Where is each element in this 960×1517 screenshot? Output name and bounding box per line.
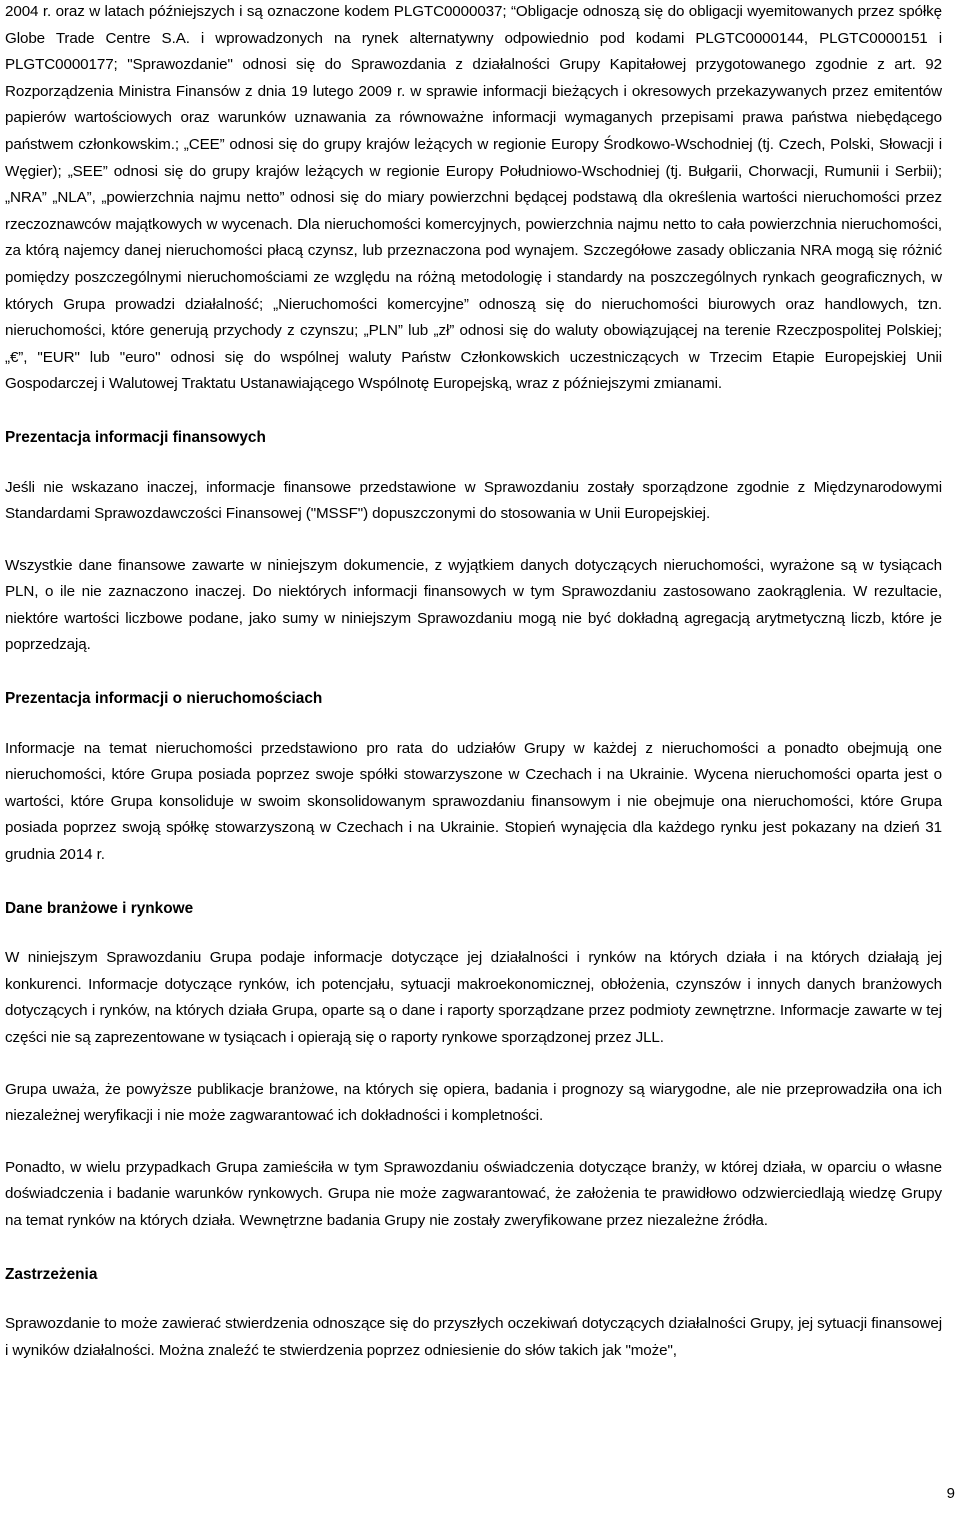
intro-paragraph: 2004 r. oraz w latach późniejszych i są oznaczone kodem PLGTC0000037; “Obligacje odnoszą się do obligacji wyemitowanych przez spółkę Globe Trade Centre S.A. i wprowadzonych na rynek alternatywny odpowiednio pod kodami PLGTC0000144, PLGTC0000151 i PLGTC0000177; "Sprawozdanie" odnosi się do Sprawozdania z działalności Grupy Kapitałowej przygotowanego zgodnie z art. 92 Rozporządzenia Ministra Finansów z dnia 19 lutego 2009 r. w sprawie informacji bieżących i okresowych przekazywanych przez emitentów papierów wartościowych oraz warunków uznawania za równoważne informacji wymaganych przepisami prawa państwa niebędącego państwem członkowskim.; „CEE” odnosi się do grupy krajów leżących w regionie Europy Środkowo-Wschodniej (tj. Czech, Polski, Słowacji i Węgier); „SEE” odnosi się do grupy krajów leżących w regionie Europy Południowo-Wschodniej (tj. Bułgarii, Chorwacji, Rumunii i Serbii); „NRA” „NLA”, „powierzchnia najmu netto” odnosi się do miary powierzchni będącej podstawą dla określenia wartości nieruchomości przez rzeczoznawców majątkowych w wycenach. Dla nieruchomości komercyjnych, powierzchnia najmu netto to cała powierzchnia nieruchomości, za którą najemcy danej nieruchomości płacą czynsz, lub przeznaczona pod wynajem. Szczegółowe zasady obliczania NRA mogą się różnić pomiędzy poszczególnymi nieruchomościami ze względu na różną metodologię i standardy na poszczególnych rynkach geograficznych, w których Grupa prowadzi działalność; „Nieruchomości komercyjne” odnoszą się do nieruchomości biurowych oraz handlowych, tzn. nieruchomości, które generują przychody z czynszu; „PLN” lub „zł” odnosi się do waluty obowiązującej na terenie Rzeczpospolitej Polskiej; „€”, "EUR" lub "euro" odnosi się do wspólnej waluty Państw Członkowskich uczestniczących w Trzecim Etapie Europejskiej Unii Gospodarczej i Walutowej Traktatu Ustanawiającego Wspólnotę Europejską, wraz z późniejszymi zmianami. <box>5 3 942 393</box>
financial-paragraph-2: Wszystkie dane finansowe zawarte w niniejszym dokumencie, z wyjątkiem danych dotyczących nieruchomości, wyrażone są w tysiącach PLN, o ile nie zaznaczono inaczej. Do niektórych informacji finansowych w tym Sprawozdaniu zastosowano zaokrąglenia. W rezultacie, niektóre wartości liczbowe podane, jako sumy w niniejszym Sprawozdaniu mogą nie być dokładną agregacją arytmetyczną liczb, które je poprzedzają. <box>5 556 942 654</box>
page-number: 9 <box>946 1485 955 1502</box>
financial-paragraph-1: Jeśli nie wskazano inaczej, informacje finansowe przedstawione w Sprawozdaniu zostały sporządzone zgodnie z Międzynarodowymi Standardami Sprawozdawczości Finansowej ("MSSF") dopuszczonymi do stosowania w Unii Europejskiej. <box>5 478 942 523</box>
market-paragraph-2: Grupa uważa, że powyższe publikacje branżowe, na których się opiera, badania i prognozy są wiarygodne, ale nie przeprowadziła ona ich niezależnej weryfikacji i nie może zagwarantować ich dokładności i kompletności. <box>5 1080 942 1125</box>
market-paragraph-1: W niniejszym Sprawozdaniu Grupa podaje informacje dotyczące jej działalności i rynków na których działa i na których działają jej konkurenci. Informacje dotyczące rynków, ich potencjału, sytuacji makroekonomicznej, obłożenia, czynszów i innych danych branżowych dotyczących i rynków, na których działa Grupa, oparte są o dane i raporty sporządzane przez podmioty zewnętrzne. Informacje zawarte w tej części nie są zaprezentowane w tysiącach i opierają się o raporty rynkowe sporządzonej przez JLL. <box>5 949 942 1046</box>
property-paragraph-1: Informacje na temat nieruchomości przedstawiono pro rata do udziałów Grupy w każdej z nieruchomości a ponadto obejmują one nieruchomości, które Grupa posiada poprzez swoje spółki stowarzyszone w Czechach i na Ukrainie. Wycena nieruchomości oparta jest o wartości, które Grupa konsoliduje w swoim skonsolidowanym sprawozdaniu finansowym i nie obejmuje ona nieruchomości, które Grupa posiada poprzez swoją spółkę stowarzyszoną w Czechach i na Ukrainie. Stopień wynajęcia dla każdego rynku jest pokazany na dzień 31 grudnia 2014 r. <box>5 739 942 864</box>
heading-financial-information: Prezentacja informacji finansowych <box>5 428 266 446</box>
document-page <box>5 0 942 1364</box>
heading-disclaimer: Zastrzeżenia <box>5 1265 98 1283</box>
market-paragraph-3: Ponadto, w wielu przypadkach Grupa zamieściła w tym Sprawozdaniu oświadczenia dotyczące branży, w której działa, w oparciu o własne doświadczenia i badanie warunków rynkowych. Grupa nie może zagwarantować, że założenia te prawidłowo odzwierciedlają wiedzę Grupy na temat rynków na których działa. Wewnętrzne badania Grupy nie zostały zweryfikowane przez niezależne źródła. <box>5 1158 942 1229</box>
disclaimer-paragraph-1: Sprawozdanie to może zawierać stwierdzenia odnoszące się do przyszłych oczekiwań dotyczących działalności Grupy, jej sytuacji finansowej i wyników działalności. Można znaleźć te stwierdzenia poprzez odniesienie do słów takich jak "może", <box>5 1315 942 1359</box>
heading-property-information: Prezentacja informacji o nieruchomościach <box>5 690 323 708</box>
heading-market-data: Dane branżowe i rynkowe <box>5 899 194 917</box>
